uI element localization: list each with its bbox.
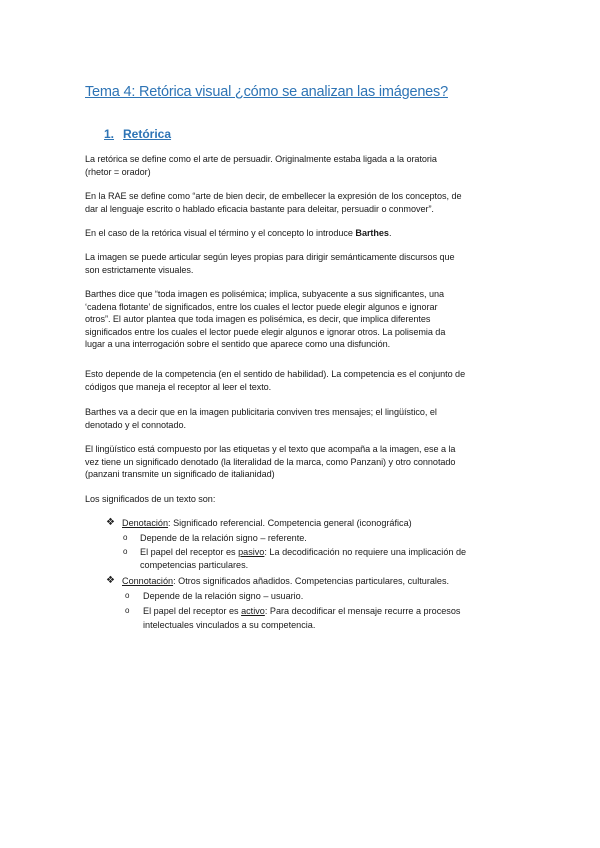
text-line: (rhetor = orador): [85, 166, 151, 177]
sub-item-continuation: competencias particulares.: [140, 560, 249, 570]
paragraph-5: [85, 288, 517, 351]
text-line: códigos que maneja el receptor al leer el texto.: [85, 381, 272, 392]
sub-item: Depende de la relación signo – referente.: [140, 533, 307, 543]
text-line: (panzani transmite un significado de italianidad): [85, 469, 275, 480]
list-term: Connotación: [122, 576, 174, 586]
paragraph-1: [85, 153, 517, 178]
paragraph-4: [85, 251, 517, 276]
text-line: dar al lenguaje escrito o hablado eficacia bastante para deleitar, persuadir o conmover”.: [85, 203, 434, 214]
diamond-bullet-icon: ❖: [106, 575, 115, 586]
sub-item: [143, 605, 460, 618]
sub-item: Depende de la relación signo – usuario.: [143, 591, 304, 601]
text-line: Los significados de un texto son:: [85, 494, 216, 504]
sub-item-continuation: intelectuales vinculados a su competencia.: [143, 620, 316, 630]
paragraph-8: [85, 443, 517, 481]
paragraph-9: [85, 493, 517, 506]
text-line: En la RAE se define como “arte de bien decir, de embellecer la expresión de los conceptos, de: [85, 191, 462, 201]
text-line: son estrictamente visuales.: [85, 264, 194, 275]
section-label: Retórica: [123, 127, 172, 141]
circle-bullet-icon: o: [125, 606, 130, 615]
paragraph-7: [85, 406, 517, 431]
text-line: La imagen se puede articular según leyes propias para dirigir semánticamente discursos que: [85, 252, 455, 262]
text-line: Esto depende de la competencia (en el sentido de habilidad). La competencia es el conjunto de: [85, 369, 466, 379]
list-item-denotacion: [122, 517, 412, 530]
list-item-connotacion: [122, 575, 449, 588]
text-line: [85, 227, 517, 240]
text-run: En el caso de la retórica visual el término y el concepto lo introduce: [85, 228, 356, 238]
paragraph-2: [85, 190, 517, 215]
circle-bullet-icon: o: [123, 547, 128, 556]
underlined-word: pasivo: [238, 547, 265, 557]
text-run: El papel del receptor es: [143, 606, 242, 616]
text-run: : La decodificación no requiere una implicación de: [264, 547, 467, 557]
circle-bullet-icon: o: [123, 533, 128, 542]
list-text: : Significado referencial. Competencia general (iconográfica): [168, 518, 412, 528]
text-line: Barthes dice que “toda imagen es polisémica; implica, subyacente a sus significantes, una: [85, 289, 444, 299]
sub-item: [140, 546, 466, 559]
section-number: 1.: [104, 127, 115, 141]
diamond-bullet-icon: ❖: [106, 517, 115, 528]
underlined-word: activo: [241, 606, 265, 616]
page-title: Tema 4: Retórica visual ¿cómo se analizan las imágenes?: [85, 84, 448, 100]
list-term: Denotación: [122, 518, 169, 528]
section-heading: [104, 127, 171, 141]
text-run: : Para decodificar el mensaje recurre a procesos: [264, 606, 461, 616]
text-line: Barthes va a decir que en la imagen publicitaria conviven tres mensajes; el lingüístico, el: [85, 407, 437, 417]
text-line: La retórica se define como el arte de persuadir. Originalmente estaba ligada a la oratoria: [85, 154, 437, 164]
list-text: : Otros significados añadidos. Competencias particulares, culturales.: [173, 576, 450, 586]
text-run: El papel del receptor es: [140, 547, 239, 557]
paragraph-6: [85, 368, 517, 393]
circle-bullet-icon: o: [125, 591, 130, 600]
text-run: .: [388, 228, 392, 238]
text-line: lugar a una interrogación sobre el sentido que aparece como una disfunción.: [85, 339, 391, 350]
text-line: denotado y el connotado.: [85, 419, 186, 430]
text-line: El lingüístico está compuesto por las etiquetas y el texto que acompaña a la imagen, ese a la: [85, 444, 456, 454]
text-line: otros”. El autor plantea que toda imagen es polisémica, es decir, que implica diferentes: [85, 314, 431, 325]
bold-name: Barthes: [355, 228, 389, 238]
text-line: ‘cadena flotante’ de significados, entre los cuales el lector puede elegir algunos e ignorar: [85, 301, 438, 312]
paragraph-3: [85, 227, 517, 240]
text-line: significados entre los cuales el lector puede elegir algunos e ignorar otros. La polisemia da: [85, 326, 446, 337]
text-line: vez tiene un significado denotado (la literalidad de la marca, como Panzani) y otro connotado: [85, 456, 456, 467]
